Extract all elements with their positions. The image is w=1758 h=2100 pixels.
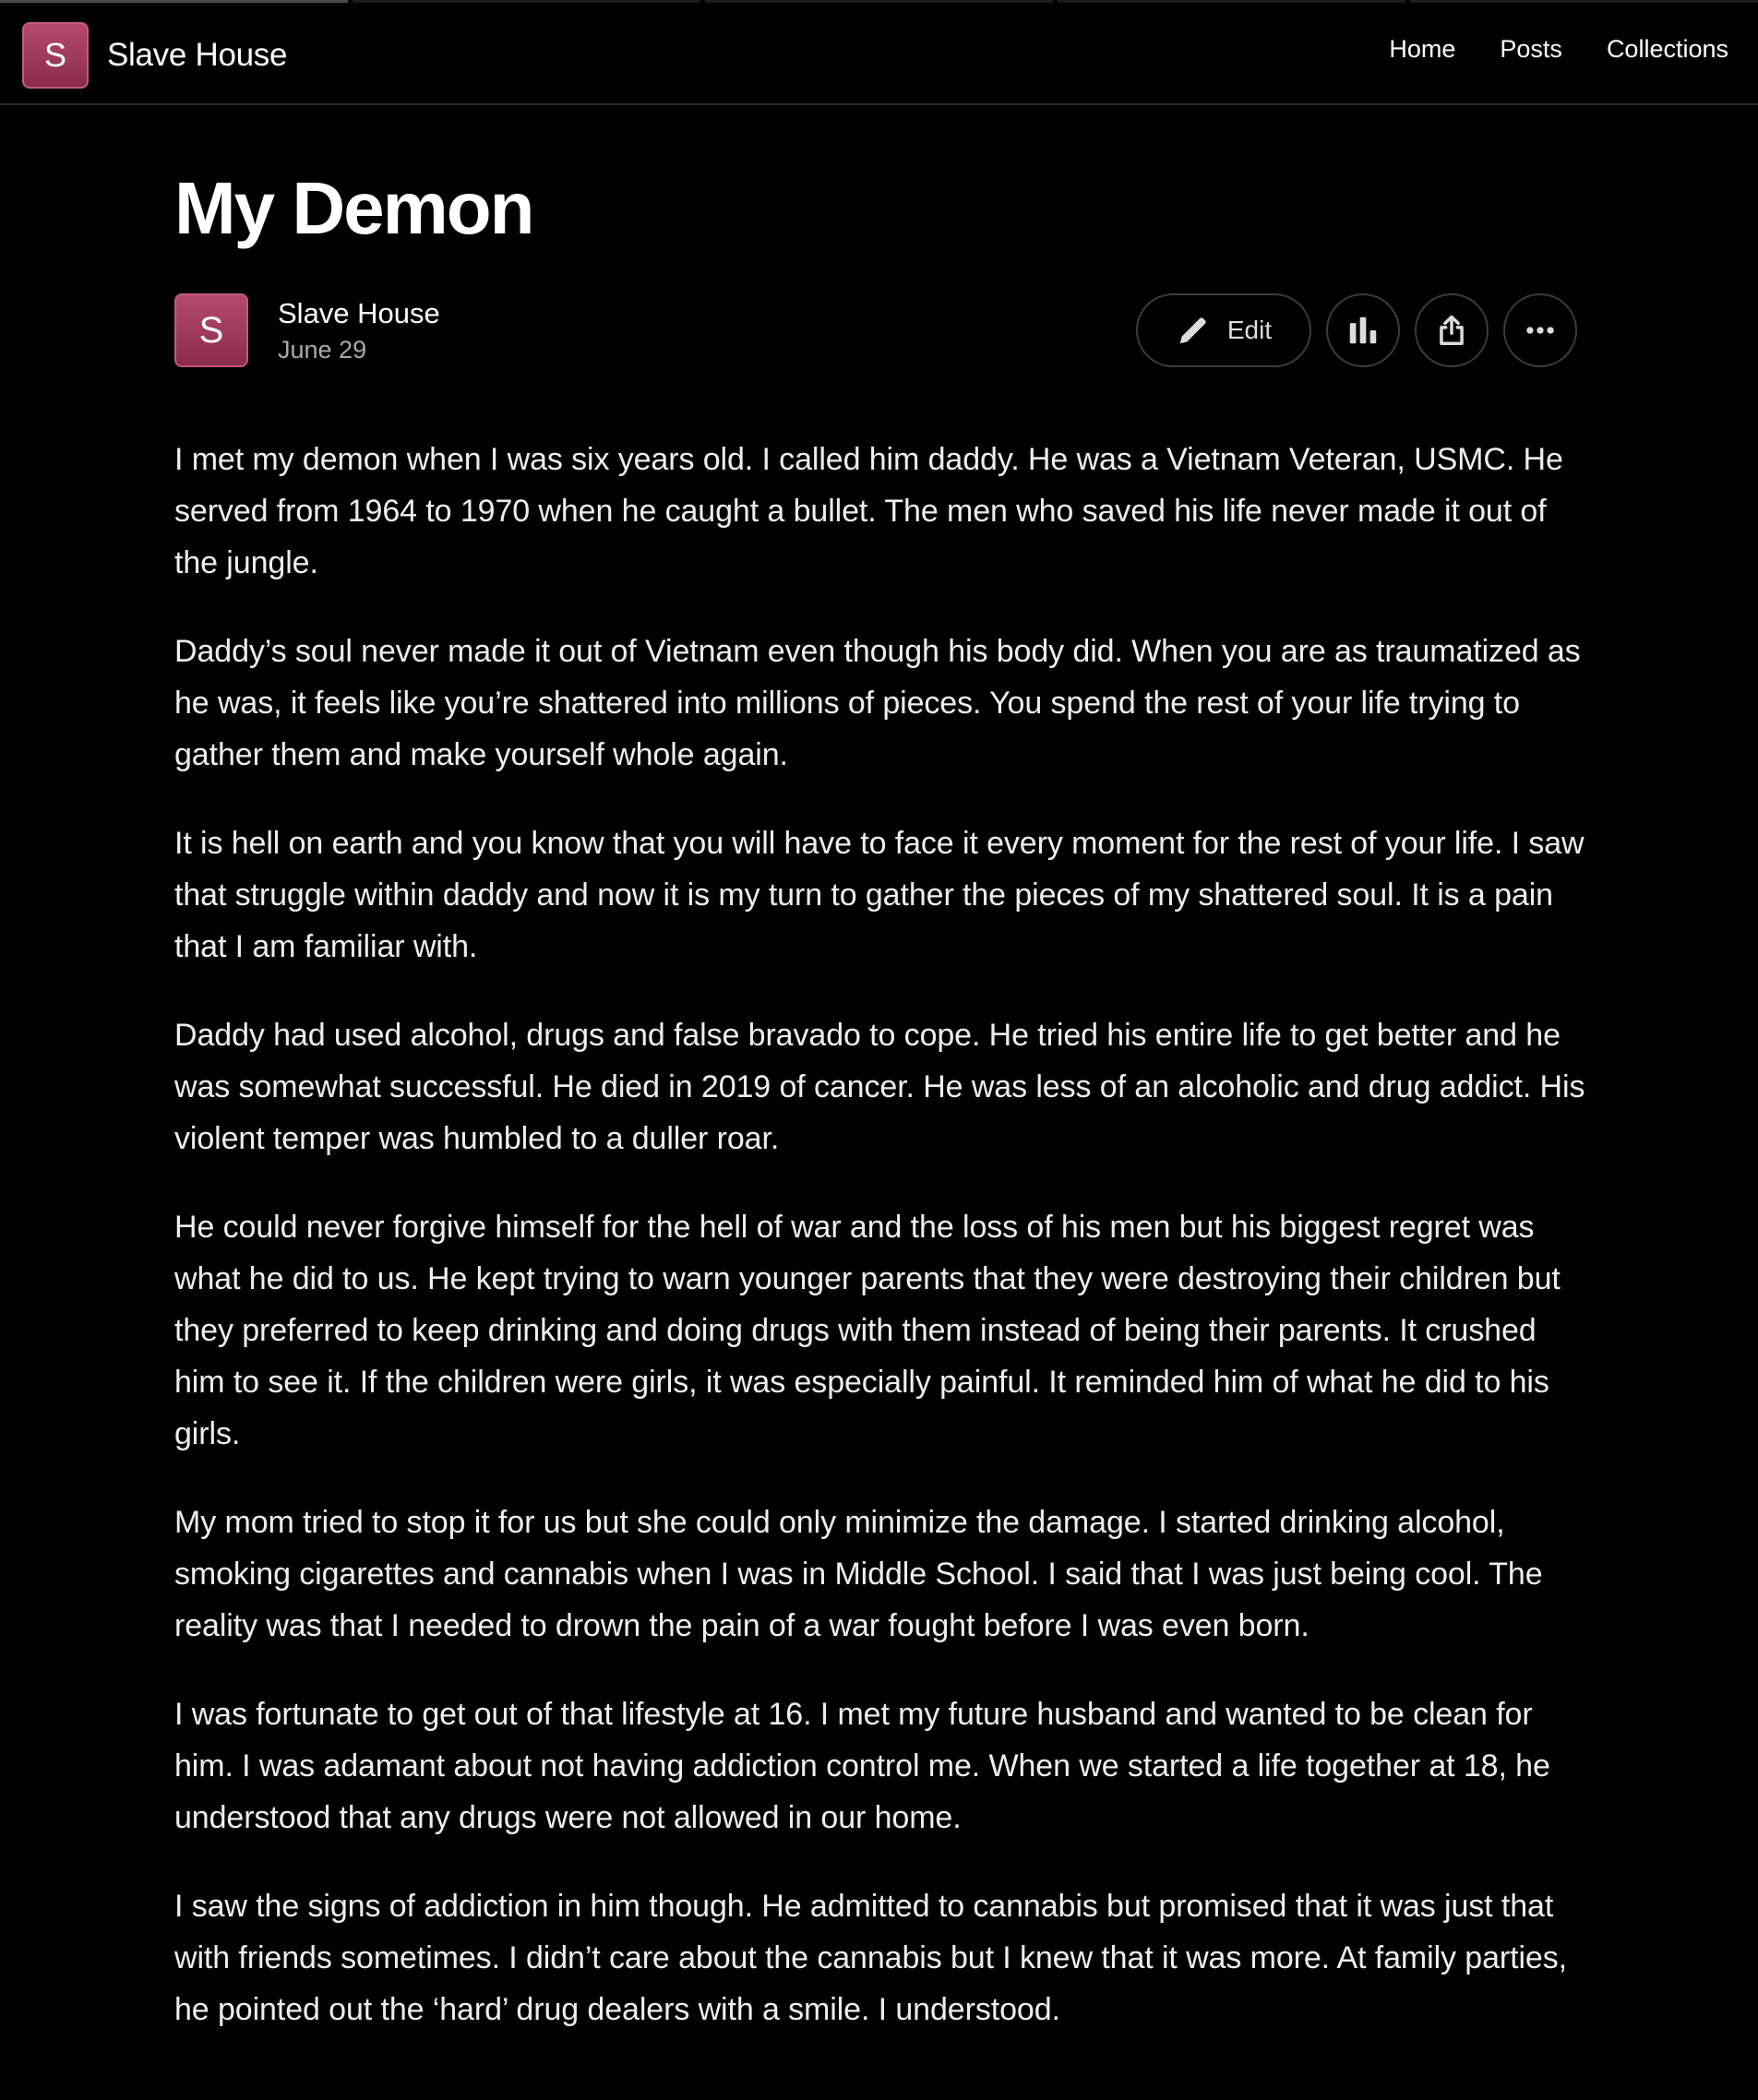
post-paragraph: It is hell on earth and you know that you will have to face it every moment for the rest of your life. I saw that struggle within daddy and now it is my turn to gather the pieces of my shattered soul. It is a pain that I am familiar with. — [174, 826, 1585, 964]
site-avatar-initial: S — [43, 36, 66, 74]
post-paragraph: Daddy had used alcohol, drugs and false bravado to cope. He tried his entire life to get better and he was somewhat successful. He died in 2019 of cancer. He was less of an alcoholic and drug addict. His violent temper was humbled to a duller roar. — [174, 1018, 1585, 1156]
site-avatar[interactable] — [22, 22, 89, 89]
post-paragraph: I saw the signs of addiction in him though. He admitted to cannabis but promised that it was just that with friends sometimes. I didn’t care about the cannabis but I knew that it was more. At family parties, he pointed out the ‘hard’ drug dealers with a smile. I understood. — [174, 1889, 1567, 2027]
pencil-icon — [1176, 313, 1211, 348]
share-icon — [1434, 313, 1469, 348]
more-icon — [1523, 313, 1558, 348]
nav-collections[interactable]: Collections — [1606, 35, 1728, 63]
author-block — [174, 293, 440, 367]
author-avatar-initial: S — [198, 309, 224, 351]
post-paragraph: I met my demon when I was six years old. I called him daddy. He was a Vietnam Veteran, USMC. He served from 1964 to 1970 when he caught a bullet. The men who saved his life never made it out of the jungle. — [174, 442, 1563, 580]
edit-button[interactable] — [1136, 293, 1311, 367]
post-actions — [1136, 293, 1577, 367]
site-brand[interactable] — [22, 22, 287, 89]
stats-button[interactable] — [1326, 293, 1400, 367]
site-name[interactable]: Slave House — [107, 37, 288, 73]
author-avatar[interactable] — [174, 293, 248, 367]
post-title: My Demon — [174, 167, 533, 249]
post-paragraph: He could never forgive himself for the hell of war and the loss of his men but his biggest regret was what he did to us. He kept trying to warn younger parents that they were destroying their children but they preferred to keep drinking and doing drugs with them instead of being their parents. It crushed him to see it. If the children were girls, it was especially painful. It reminded him of what he did to his girls. — [174, 1210, 1561, 1451]
nav-posts[interactable]: Posts — [1500, 35, 1562, 63]
post-paragraph: My mom tried to stop it for us but she could only minimize the damage. I started drinking alcohol, smoking cigarettes and cannabis when I was in Middle School. I said that I was just being cool. The reality was that I needed to drown the pain of a war fought before I was even born. — [174, 1505, 1543, 1643]
post-date: June 29 — [278, 335, 367, 364]
top-nav — [1389, 35, 1728, 64]
edit-button-label: Edit — [1226, 316, 1273, 344]
author-name[interactable]: Slave House — [278, 296, 440, 329]
nav-home[interactable]: Home — [1389, 35, 1456, 63]
post-article — [174, 105, 1585, 2072]
share-button[interactable] — [1415, 293, 1489, 367]
post-meta — [174, 293, 1577, 367]
author-info — [278, 297, 440, 364]
stats-icon — [1345, 313, 1381, 348]
more-button[interactable] — [1503, 293, 1577, 367]
site-header — [0, 0, 1758, 105]
post-paragraph: I was fortunate to get out of that lifestyle at 16. I met my future husband and wanted to be clean for him. I was adamant about not having addiction control me. When we started a life together at 18, he understood that any drugs were not allowed in our home. — [174, 1697, 1550, 1835]
post-body — [174, 434, 1586, 2035]
post-paragraph: Daddy’s soul never made it out of Vietnam even though his body did. When you are as traumatized as he was, it feels like you’re shattered into millions of pieces. You spend the rest of your life trying to gather them and make yourself whole again. — [174, 634, 1581, 772]
